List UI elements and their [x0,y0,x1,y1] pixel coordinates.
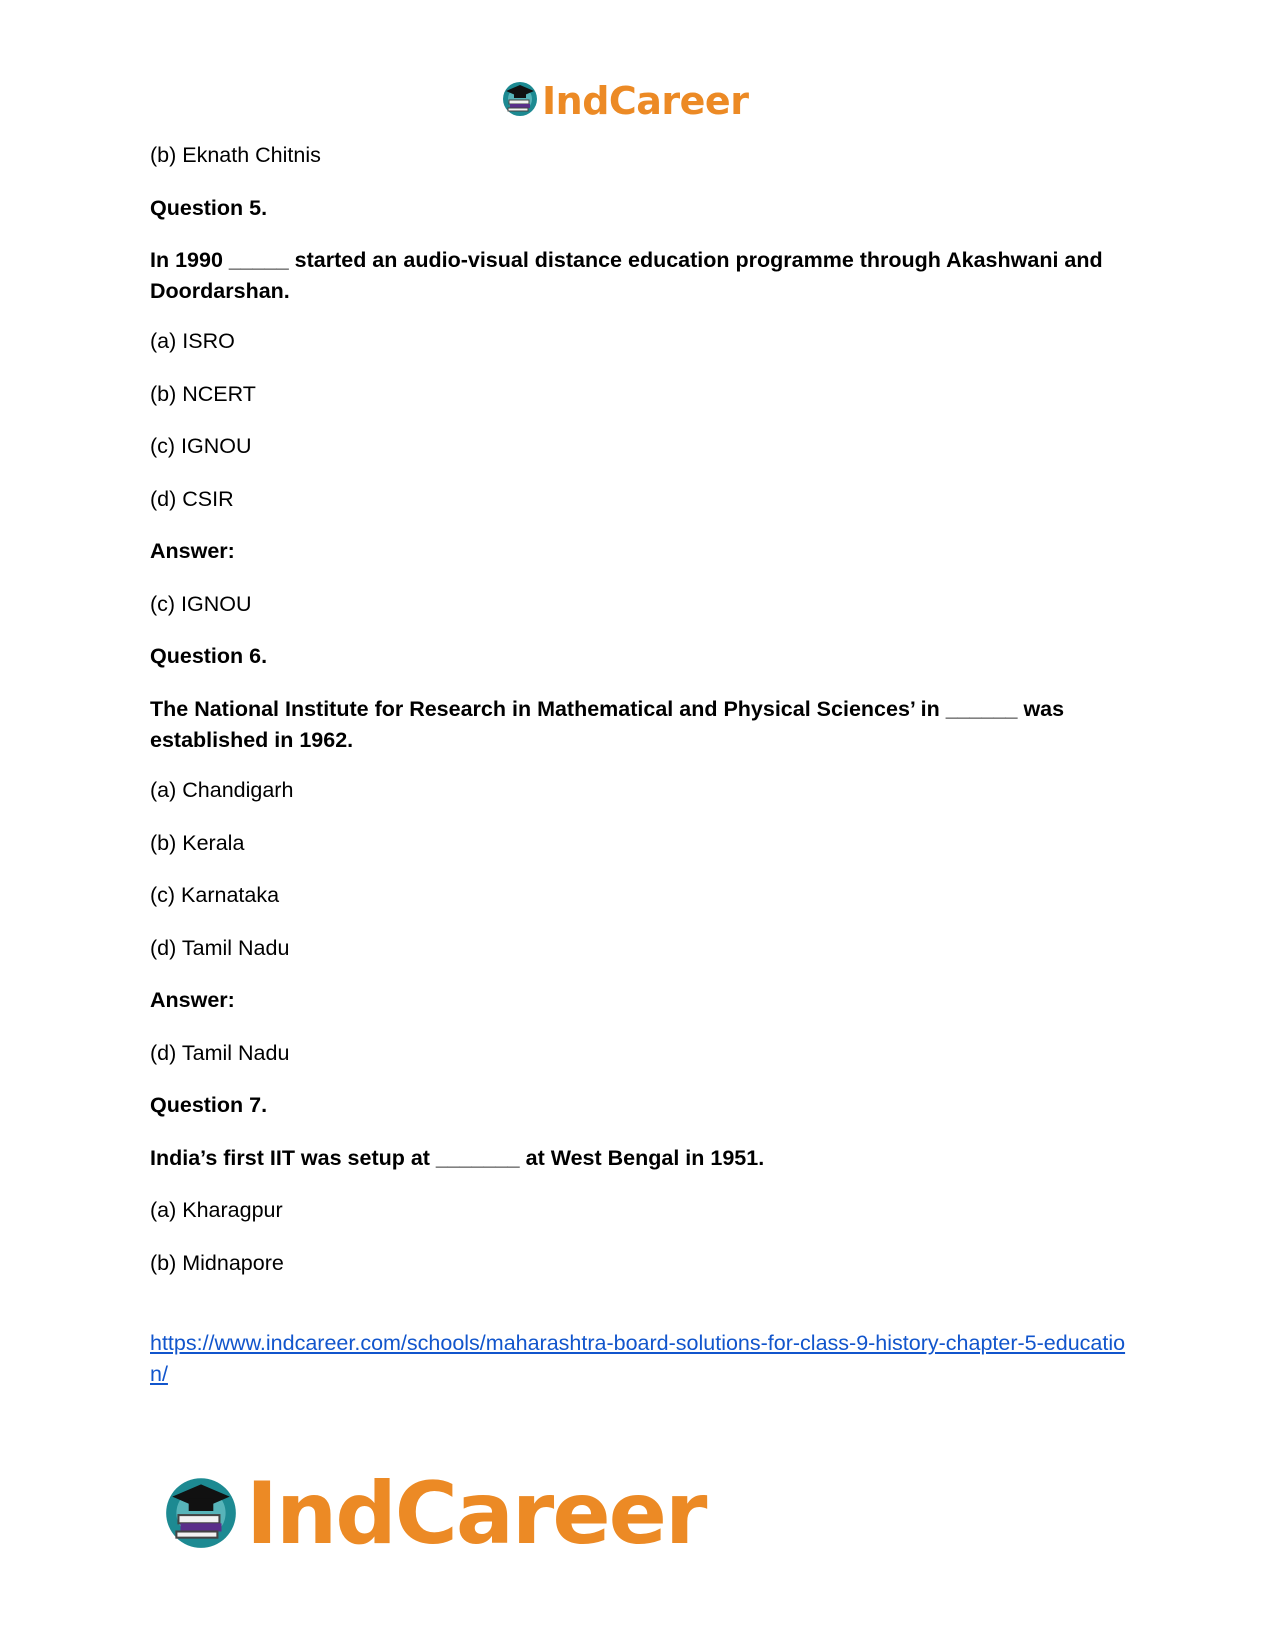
answer-option: (a) Kharagpur [150,1198,283,1222]
graduation-book-icon [160,1470,242,1557]
answer-option: (d) CSIR [150,487,234,511]
answer-option: (a) ISRO [150,329,235,353]
answer-option: (a) Chandigarh [150,778,294,802]
question-text: India’s first IIT was setup at _______ at West Bengal in 1951. [150,1146,765,1170]
brand-name: IndCareer [542,78,749,123]
answer-label: Answer: [150,539,235,563]
footer-logo [160,1463,706,1564]
question-text: In 1990 _____ started an audio-visual distance education programme through Akashwani and Doordarshan. [150,248,1103,303]
answer-option: (c) Karnataka [150,883,280,907]
answer-option: (b) Midnapore [150,1251,284,1275]
answer-value: (c) IGNOU [150,592,252,616]
answer-label: Answer: [150,988,235,1012]
answer-option: (b) Eknath Chitnis [150,143,321,167]
question-heading: Question 6. [150,644,268,668]
question-heading: Question 5. [150,196,268,220]
answer-option: (b) NCERT [150,382,256,406]
graduation-book-icon [500,78,540,123]
header-logo [500,78,748,123]
answer-option: (d) Tamil Nadu [150,936,290,960]
answer-value: (d) Tamil Nadu [150,1041,290,1065]
source-link[interactable]: https://www.indcareer.com/schools/maharashtra-board-solutions-for-class-9-history-chapter-5-education/ [150,1331,1126,1386]
answer-option: (c) IGNOU [150,434,252,458]
answer-option: (b) Kerala [150,831,245,855]
brand-name: IndCareer [246,1463,706,1564]
question-text: The National Institute for Research in Mathematical and Physical Sciences’ in ______ was established in 1962. [150,697,1065,752]
question-heading: Question 7. [150,1093,268,1117]
